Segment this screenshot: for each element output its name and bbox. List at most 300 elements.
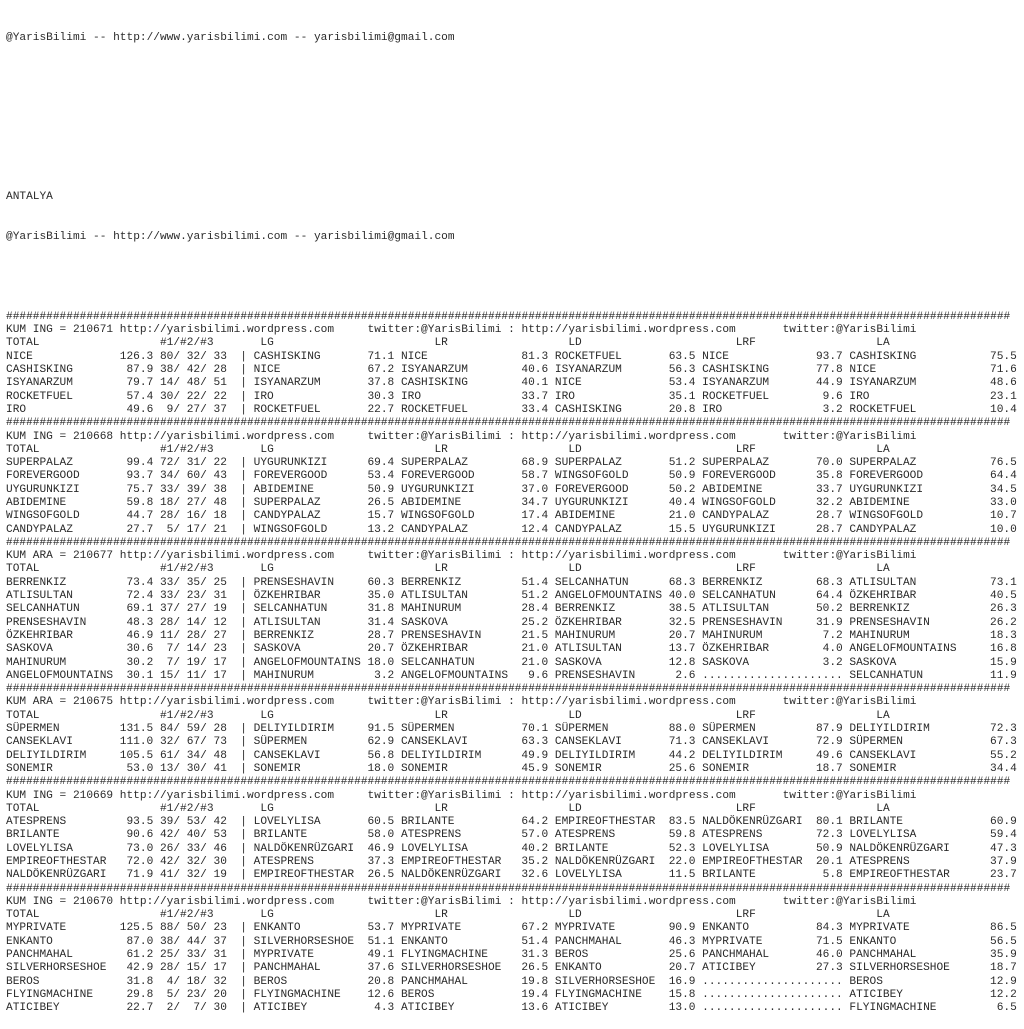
pick-3-count: 41 [213,762,227,775]
pick-1-count: 7 [166,643,174,656]
pick-2-count: 48 [186,377,201,390]
la-horse-name: ENKANTO [849,935,897,948]
la-score: 73.1 [990,576,1017,589]
pick-2-count: 39 [186,483,201,496]
lr-horse-name: DELIYILDIRIM [400,749,482,762]
lr-horse-name: PANCHMAHAL [400,975,468,988]
la-horse-name: SONEMIR [849,762,897,775]
separator-text: : [501,550,522,563]
pick-3-count: 17 [213,656,227,669]
total-score: 69.1 [126,603,154,616]
race-section [6,776,1017,882]
column-header-total: TOTAL [6,709,40,722]
la-score: 71.6 [990,364,1017,377]
lg-horse-name: ATLISULTAN [253,616,321,629]
race-section [6,683,1017,776]
column-header-line [6,337,1017,350]
column-divider [227,1002,254,1015]
lrf-horse-name: WINGSOFGOLD [702,496,776,509]
lrf-score: 72.9 [815,736,843,749]
slash-divider [173,750,180,763]
horse-name: SÜPERMEN [6,723,60,736]
horse-name: WINGSOFGOLD [6,510,80,523]
pick-2-count: 60 [186,470,201,483]
total-score: 99.4 [126,457,154,470]
site-link: http://yarisbilimi.wordpress.com [521,696,736,709]
la-score: 35.9 [990,949,1017,962]
lr-score: 51.4 [521,935,549,948]
lg-horse-name: ATESPRENS [253,856,314,868]
lg-horse-name: ABIDEMINE [253,483,314,496]
column-header-la: LA [876,909,890,922]
ld-score: 53.4 [668,377,696,390]
race-header-line [6,550,1017,563]
lr-horse-name: PRENSESHAVIN [400,629,482,642]
la-horse-name: MYPRIVATE [849,922,910,935]
la-horse-name: ANGELOFMOUNTAINS [849,643,957,656]
lg-horse-name: CANDYPALAZ [253,510,321,523]
race-header-line [6,896,1017,909]
slash-divider [200,962,207,975]
la-horse-name: FLYINGMACHINE [849,1002,937,1015]
lrf-horse-name: ATICIBEY [702,962,756,975]
column-divider [227,763,254,776]
slash-divider [173,922,180,935]
lr-score: 57.0 [521,829,549,842]
lg-score: 60.3 [367,576,395,589]
lg-horse-name: SELCANHATUN [253,603,328,616]
total-score: 71.9 [126,869,154,882]
slash-divider [173,856,180,869]
lrf-score: 68.3 [815,576,843,589]
slash-divider [173,524,180,537]
slash-divider [173,723,180,736]
twitter-handle: twitter:@YarisBilimi [782,430,917,443]
lr-horse-name: ENKANTO [400,935,448,948]
lr-horse-name: CANSEKLAVI [400,736,468,749]
total-score: 42.9 [126,962,154,975]
pick-2-count: 32 [186,869,201,882]
lr-score: 40.2 [521,842,549,855]
slash-divider [173,377,180,390]
lg-horse-name: BRILANTE [253,829,308,842]
slash-divider [173,816,180,829]
la-horse-name: CASHISKING [849,350,917,363]
la-horse-name: BERRENKIZ [849,603,910,616]
column-header-picks: #1/#2/#3 [159,337,214,350]
separator-text: : [501,789,522,802]
ld-horse-name: SUPERPALAZ [554,457,622,470]
twitter-handle: twitter:@YarisBilimi [367,550,502,563]
race-title: KUM ING = 210668 [6,430,114,443]
slash-divider [173,949,180,962]
la-horse-name: DELIYILDIRIM [849,723,930,736]
ld-horse-name: ISYANARZUM [554,364,622,377]
column-header-ld: LD [568,709,582,722]
pick-2-count: 16 [186,510,201,523]
total-score: 46.9 [126,629,154,642]
ld-score: 20.7 [668,629,696,642]
lrf-horse-name: CASHISKING [702,364,770,377]
lg-score: 71.1 [367,350,395,363]
lrf-horse-name: SONEMIR [702,762,750,775]
ld-score: 50.2 [668,483,696,496]
slash-divider [200,816,207,829]
horse-row [6,763,1017,776]
horse-name: BEROS [6,975,40,988]
ld-horse-name: SILVERHORSESHOE [554,975,656,988]
pick-1-count: 39 [159,816,174,829]
la-score: 26.3 [990,603,1017,616]
total-score: 131.5 [119,723,154,736]
pick-1-count: 80 [159,350,174,363]
ld-horse-name: ABIDEMINE [554,510,616,523]
lrf-score: 27.3 [815,962,843,975]
slash-divider [200,763,207,776]
ld-score: 21.0 [668,510,696,523]
slash-divider [173,351,180,364]
total-score: 53.0 [126,762,154,775]
horse-name: MAHINURUM [6,656,67,669]
total-score: 105.5 [119,749,154,762]
pick-3-count: 43 [213,470,227,483]
pick-3-count: 22 [213,390,227,403]
lr-horse-name: UYGURUNKIZI [400,483,475,496]
column-header-ld: LD [568,443,582,456]
ld-score: 13.7 [668,643,696,656]
column-divider [227,856,254,869]
la-score: 60.9 [990,816,1017,829]
ld-horse-name: PRENSESHAVIN [554,669,636,682]
horse-row [6,976,1017,989]
pick-1-count: 38 [159,364,174,377]
horse-row [6,577,1017,590]
pick-1-count: 33 [159,590,174,603]
ld-horse-name: BRILANTE [554,842,609,855]
pick-3-count: 37 [213,403,227,416]
lrf-horse-name: MAHINURUM [702,629,763,642]
la-horse-name: ATESPRENS [849,856,910,868]
column-divider [227,603,254,616]
lr-score: 33.7 [521,390,549,403]
lg-horse-name: NALDÖKENRÜZGARI [253,842,355,855]
lr-score: 19.4 [521,988,549,1001]
lrf-score: 3.2 [822,403,843,416]
lrf-score: 7.2 [822,629,843,642]
ld-horse-name: NICE [554,377,582,390]
lr-horse-name: SÜPERMEN [400,723,455,736]
twitter-handle: twitter:@YarisBilimi [367,430,502,443]
column-header-ld: LD [568,802,582,815]
pick-3-count: 23 [213,643,227,656]
pick-1-count: 2 [166,1002,174,1015]
contact-line: @YarisBilimi -- http://www.yarisbilimi.com -- yarisbilimi@gmail.com [6,31,455,44]
lr-score: 40.6 [521,364,549,377]
pick-1-count: 4 [166,975,174,988]
slash-divider [200,404,207,417]
pick-2-count: 33 [186,949,201,962]
lr-score: 26.5 [521,962,549,975]
pick-3-count: 17 [213,962,227,975]
pick-3-count: 48 [213,749,227,762]
column-divider [227,829,254,842]
pick-2-count: 40 [186,829,201,842]
lr-score: 64.2 [521,816,549,829]
lrf-horse-name: MYPRIVATE [702,935,763,948]
horse-row [6,497,1017,510]
horse-name: FOREVERGOOD [6,470,80,483]
lg-horse-name: MAHINURUM [253,669,314,682]
lrf-score: 31.9 [815,616,843,629]
pick-2-count: 27 [186,403,201,416]
slash-divider [173,577,180,590]
la-horse-name: BRILANTE [849,816,903,829]
lr-horse-name: NALDÖKENRÜZGARI [400,869,502,882]
column-header-lr: LR [434,709,448,722]
ld-horse-name: FOREVERGOOD [554,483,629,496]
slash-divider [200,470,207,483]
pick-2-count: 59 [186,723,201,736]
ld-horse-name: ATLISULTAN [554,643,622,656]
missing-entry-lrf: ..................... [702,988,843,1001]
lrf-horse-name: ABIDEMINE [702,483,763,496]
la-horse-name: BEROS [849,975,883,988]
slash-divider [173,869,180,882]
separator-line: ###################################################################################################################################################### [6,882,1011,895]
pick-2-count: 11 [186,669,201,682]
slash-divider [173,457,180,470]
la-horse-name: ATICIBEY [849,988,903,1001]
ld-score: 46.3 [668,935,696,948]
slash-divider [200,736,207,749]
lrf-score: 28.7 [815,523,843,536]
lr-score: 21.5 [521,629,549,642]
race-section [6,883,1017,1016]
pick-3-count: 32 [213,975,227,988]
lr-score: 19.8 [521,975,549,988]
horse-name: NICE [6,350,33,363]
horse-row [6,922,1017,935]
slash-divider [200,391,207,404]
slash-divider [173,670,180,683]
ld-horse-name: MAHINURUM [554,629,616,642]
la-horse-name: MAHINURUM [849,629,910,642]
slash-divider [173,630,180,643]
slash-divider [173,962,180,975]
slash-divider [173,470,180,483]
column-divider [227,976,254,989]
lg-horse-name: BERRENKIZ [253,629,314,642]
lr-horse-name: ATLISULTAN [400,590,468,603]
pick-3-count: 27 [213,629,227,642]
total-score: 79.7 [126,377,154,390]
ld-score: 20.8 [668,403,696,416]
slash-divider [200,577,207,590]
lg-score: 35.0 [367,590,395,603]
column-divider [227,364,254,377]
la-score: 48.6 [990,377,1017,390]
lrf-horse-name: ROCKETFUEL [702,390,770,403]
slash-divider [173,657,180,670]
slash-divider [173,1002,180,1015]
column-header-lg: LG [260,909,274,922]
pick-3-count: 21 [213,523,227,536]
column-header-lr: LR [434,443,448,456]
column-divider [227,736,254,749]
la-score: 10.4 [990,403,1017,416]
lr-score: 12.4 [521,523,549,536]
lrf-horse-name: NALDÖKENRÜZGARI [702,816,803,829]
column-header-lg: LG [260,443,274,456]
pick-1-count: 13 [159,762,174,775]
column-header-line [6,563,1017,576]
slash-divider [173,364,180,377]
pick-2-count: 14 [186,643,201,656]
lr-horse-name: SELCANHATUN [400,656,475,669]
lrf-horse-name: SELCANHATUN [702,590,776,603]
column-divider [227,577,254,590]
pick-1-count: 34 [159,470,174,483]
lg-score: 91.5 [367,723,395,736]
twitter-handle: twitter:@YarisBilimi [782,789,917,802]
separator-text: : [501,430,522,443]
pick-1-count: 41 [159,869,174,882]
la-horse-name: SILVERHORSESHOE [849,962,950,975]
ld-horse-name: LOVELYLISA [554,869,622,882]
lr-horse-name: EMPIREOFTHESTAR [400,856,502,868]
column-divider [227,351,254,364]
results-document [6,5,1017,1029]
pick-2-count: 19 [186,656,201,669]
total-score: 75.7 [126,483,154,496]
lr-score: 21.0 [521,643,549,656]
ld-score: 88.0 [668,723,696,736]
horse-row [6,590,1017,603]
total-score: 111.0 [119,736,154,749]
site-link: http://yarisbilimi.wordpress.com [521,895,736,908]
lrf-score: 50.9 [815,842,843,855]
column-divider [227,497,254,510]
lg-horse-name: ISYANARZUM [253,377,321,390]
horse-row [6,750,1017,763]
pick-1-count: 28 [159,616,174,629]
pick-1-count: 25 [159,949,174,962]
la-horse-name: IRO [849,390,870,403]
lrf-score: 33.7 [815,483,843,496]
lg-score: 28.7 [367,629,395,642]
pick-2-count: 33 [186,842,201,855]
ld-score: 59.8 [668,829,696,842]
slash-divider [200,750,207,763]
horse-row [6,829,1017,842]
horse-row [6,351,1017,364]
horse-name: SONEMIR [6,762,53,775]
la-horse-name: SASKOVA [849,656,897,669]
pick-3-count: 30 [213,856,227,868]
pick-2-count: 22 [186,390,201,403]
ld-horse-name: WINGSOFGOLD [554,470,629,483]
la-horse-name: WINGSOFGOLD [849,510,924,523]
la-score: 37.9 [990,856,1017,868]
slash-divider [173,976,180,989]
lrf-horse-name: SASKOVA [702,656,750,669]
lr-horse-name: WINGSOFGOLD [400,510,475,523]
horse-name: UYGURUNKIZI [6,483,80,496]
slash-divider [200,484,207,497]
twitter-handle: twitter:@YarisBilimi [782,895,917,908]
ld-horse-name: ROCKETFUEL [554,350,622,363]
column-header-total: TOTAL [6,909,40,922]
race-header-line [6,431,1017,444]
lr-horse-name: MAHINURUM [400,603,462,616]
horse-row [6,643,1017,656]
column-divider [227,962,254,975]
slash-divider [173,829,180,842]
lg-horse-name: MYPRIVATE [253,949,314,962]
pick-2-count: 50 [186,922,201,935]
lg-horse-name: SILVERHORSESHOE [253,935,355,948]
slash-divider [173,603,180,616]
pick-1-count: 11 [159,629,174,642]
column-divider [227,949,254,962]
horse-name: CASHISKING [6,364,73,377]
lg-score: 58.0 [367,829,395,842]
column-divider [227,590,254,603]
pick-3-count: 37 [213,935,227,948]
la-score: 55.2 [990,749,1017,762]
lg-score: 60.5 [367,816,395,829]
la-score: 59.4 [990,829,1017,842]
slash-divider [173,391,180,404]
lg-horse-name: WINGSOFGOLD [253,523,328,536]
column-header-total: TOTAL [6,563,40,576]
la-horse-name: ATLISULTAN [849,576,917,589]
horse-row [6,470,1017,483]
pick-2-count: 27 [186,496,201,509]
lg-score: 50.9 [367,483,395,496]
lg-score: 18.0 [367,762,395,775]
lr-score: 70.1 [521,723,549,736]
slash-divider [200,510,207,523]
total-score: 93.5 [126,816,154,829]
total-score: 30.1 [126,669,154,682]
pick-1-count: 28 [159,962,174,975]
lg-score: 56.8 [367,749,395,762]
column-header-lr: LR [434,337,448,350]
lr-score: 21.0 [521,656,549,669]
horse-name: SUPERPALAZ [6,457,73,470]
ld-horse-name: BERRENKIZ [554,603,616,616]
column-divider [227,391,254,404]
twitter-handle: twitter:@YarisBilimi [367,789,502,802]
horse-row [6,843,1017,856]
lg-horse-name: ÖZKEHRIBAR [253,590,321,603]
ld-horse-name: DELIYILDIRIM [554,749,636,762]
total-score: 22.7 [126,1002,154,1015]
ld-score: 25.6 [668,949,696,962]
horse-row [6,949,1017,962]
column-divider [227,670,254,683]
ld-horse-name: CANSEKLAVI [554,736,622,749]
slash-divider [200,989,207,1002]
site-link: http://yarisbilimi.wordpress.com [521,789,736,802]
pick-2-count: 42 [186,364,201,377]
pick-3-count: 19 [213,869,227,882]
pick-3-count: 22 [213,457,227,470]
column-header-ld: LD [568,337,582,350]
pick-1-count: 9 [166,403,174,416]
horse-name: ROCKETFUEL [6,390,73,403]
